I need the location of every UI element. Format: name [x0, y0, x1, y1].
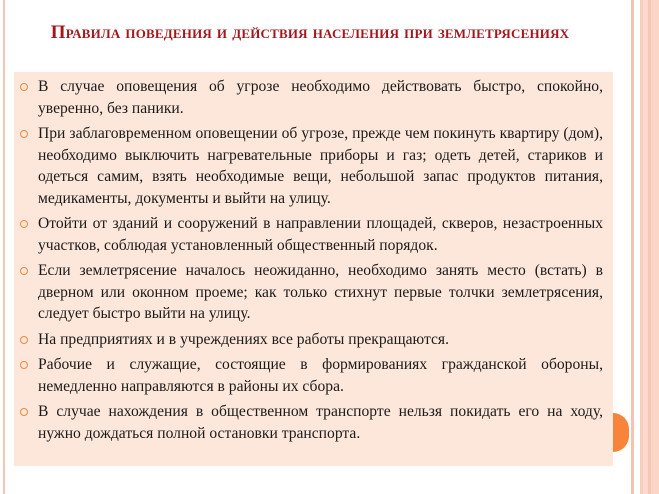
decorative-stripes [640, 0, 659, 494]
list-item-text: В случае нахождения в общественном транспорте нельзя покидать его на ходу, нужно дождаться полной остановки транспорта. [38, 403, 603, 442]
list-item [38, 354, 603, 397]
list-item-text: В случае оповещения об угрозе необходимо действовать быстро, спокойно, уверенно, без паники. [38, 78, 603, 117]
frame-line-left [3, 0, 5, 494]
list-item [38, 213, 603, 256]
circle-bullet-icon [20, 220, 28, 228]
frame-line-right [631, 0, 634, 494]
content-box [14, 72, 613, 466]
circle-bullet-icon [20, 408, 28, 416]
list-item [38, 260, 603, 325]
circle-bullet-icon [20, 361, 28, 369]
circle-bullet-icon [20, 336, 28, 344]
list-item-text: При заблаговременном оповещении об угрозе, прежде чем покинуть квартиру (дом), необходимо выключить нагревательные приборы и газ; одеть детей, стариков и одеться самим, взять необходимые вещи, небольшой запас продуктов питания, медикаменты, документы и выйти на улицу. [38, 125, 603, 207]
slide-title: Правила поведения и действия населения при землетрясениях [50, 22, 570, 43]
circle-bullet-icon [20, 130, 28, 138]
list-item-text: Отойти от зданий и сооружений в направлении площадей, скверов, незастроенных участков, соблюдая установленный общественный порядок. [38, 215, 603, 254]
list-item-text: На предприятиях и в учреждениях все работы прекращаются. [38, 330, 449, 348]
circle-bullet-icon [20, 83, 28, 91]
circle-bullet-icon [20, 267, 28, 275]
list-item-text: Если землетрясение началось неожиданно, необходимо занять место (встать) в дверном или оконном проеме; как только стихнут первые толчки землетрясения, следует быстро выйти на улицу. [38, 262, 603, 322]
list-item [38, 123, 603, 209]
list-item [38, 401, 603, 444]
half-circle-decoration-icon [613, 413, 629, 452]
list-item [38, 76, 603, 119]
list-item-text: Рабочие и служащие, состоящие в формированиях гражданской обороны, немедленно направляются в районы их сбора. [38, 356, 603, 395]
list-item [38, 329, 603, 351]
bullet-list [14, 72, 613, 444]
